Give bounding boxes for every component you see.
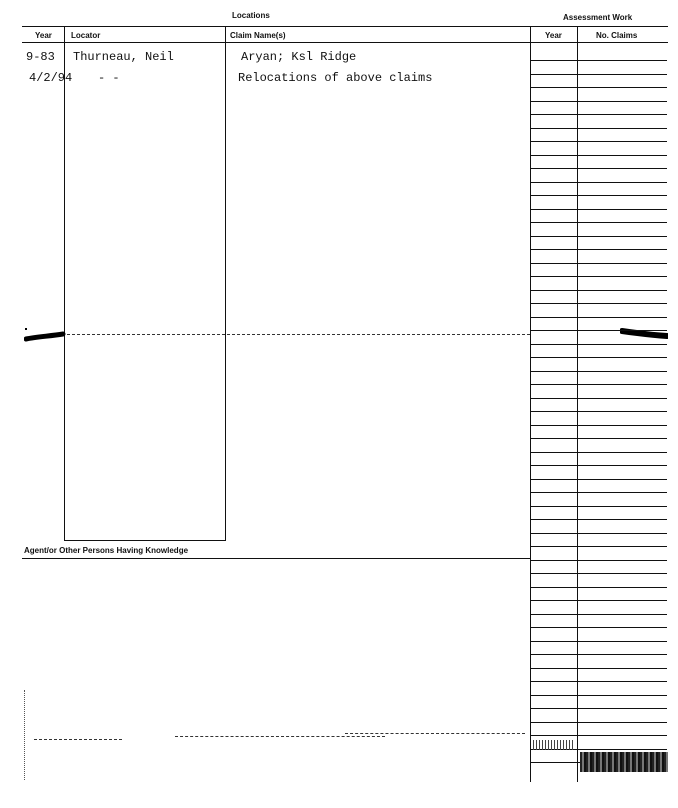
entry-locator: Thurneau, Neil: [73, 50, 174, 64]
marker-stroke-right: [620, 326, 668, 342]
col-header-no-claims: No. Claims: [596, 31, 638, 40]
ledger-row-rule: [530, 654, 667, 655]
col-header-aw-year: Year: [545, 31, 562, 40]
ledger-row-rule: [530, 438, 667, 439]
ledger-row-rule: [530, 735, 667, 736]
fold-line: [62, 334, 530, 335]
ledger-row-rule: [530, 249, 667, 250]
ledger-row-rule: [530, 303, 667, 304]
ledger-row-rule: [530, 668, 667, 669]
ledger-row-rule: [530, 209, 667, 210]
ledger-row-rule: [530, 317, 667, 318]
left-edge-speckle: [24, 690, 26, 780]
ledger-row-rule: [530, 641, 667, 642]
ledger-row-rule: [530, 330, 667, 331]
ledger-row-rule: [530, 695, 667, 696]
ledger-row-rule: [530, 681, 667, 682]
ledger-row-rule: [530, 519, 667, 520]
agent-section-rule: [22, 558, 530, 559]
bottom-scan-line: [34, 739, 122, 740]
header-rule: [22, 42, 668, 43]
ledger-row-rule: [530, 600, 667, 601]
ledger-row-rule: [530, 87, 667, 88]
entry-claims: Aryan; Ksl Ridge: [241, 50, 357, 64]
ledger-row-rule: [530, 290, 667, 291]
ledger-row-rule: [530, 425, 667, 426]
locator-claims-divider: [225, 27, 226, 541]
locations-header: Locations: [232, 11, 270, 20]
top-rule: [22, 26, 668, 27]
entry-claims: Relocations of above claims: [238, 71, 433, 85]
agent-section-label: Agent/or Other Persons Having Knowledge: [24, 546, 189, 555]
ledger-row-rule: [530, 614, 667, 615]
entry-year: 9-83: [26, 50, 55, 64]
ledger-row-rule: [530, 236, 667, 237]
ledger-row-rule: [530, 398, 667, 399]
ledger-row-rule: [530, 587, 667, 588]
bottom-scan-noise: [580, 752, 668, 772]
year-locator-divider: [64, 27, 65, 541]
ledger-row-rule: [530, 384, 667, 385]
ledger-row-rule: [530, 182, 667, 183]
ledger-row-rule: [530, 546, 667, 547]
ledger-row-rule: [530, 722, 667, 723]
ledger-row-rule: [530, 708, 667, 709]
marker-stroke-left: [24, 328, 66, 344]
ledger-row-rule: [530, 492, 667, 493]
ledger-row-rule: [530, 573, 667, 574]
entry-year: 4/2/94: [29, 71, 73, 85]
col-header-claim-names: Claim Name(s): [230, 31, 286, 40]
ledger-row-rule: [530, 101, 667, 102]
ledger-row-rule: [530, 465, 667, 466]
ledger-row-rule: [530, 155, 667, 156]
ledger-row-rule: [530, 344, 667, 345]
ledger-row-rule: [530, 195, 667, 196]
col-header-locator: Locator: [71, 31, 101, 40]
ledger-row-rule: [530, 371, 667, 372]
bottom-scan-line: [175, 736, 385, 737]
ledger-row-rule: [530, 627, 667, 628]
ledger-row-rule: [530, 168, 667, 169]
ledger-row-rule: [530, 411, 667, 412]
ledger-row-rule: [530, 263, 667, 264]
entry-locator: - -: [98, 71, 120, 85]
locations-bottom-rule: [64, 540, 225, 541]
ledger-row-rule: [530, 60, 667, 61]
col-header-year: Year: [35, 31, 52, 40]
ledger-row-rule: [530, 128, 667, 129]
ledger-row-rule: [530, 74, 667, 75]
ledger-row-rule: [530, 560, 667, 561]
ledger-row-rule: [530, 452, 667, 453]
bottom-scan-line: [345, 733, 525, 734]
ledger-row-rule: [530, 533, 667, 534]
ledger-row-rule: [530, 222, 667, 223]
ledger-row-rule: [530, 141, 667, 142]
ledger-row-rule: [530, 357, 667, 358]
ledger-row-rule: [530, 276, 667, 277]
ledger-row-rule: [530, 506, 667, 507]
ledger-row-rule: [530, 479, 667, 480]
bottom-scan-noise: [533, 740, 573, 750]
ledger-row-rule: [530, 114, 667, 115]
assessment-work-header: Assessment Work: [563, 13, 633, 22]
